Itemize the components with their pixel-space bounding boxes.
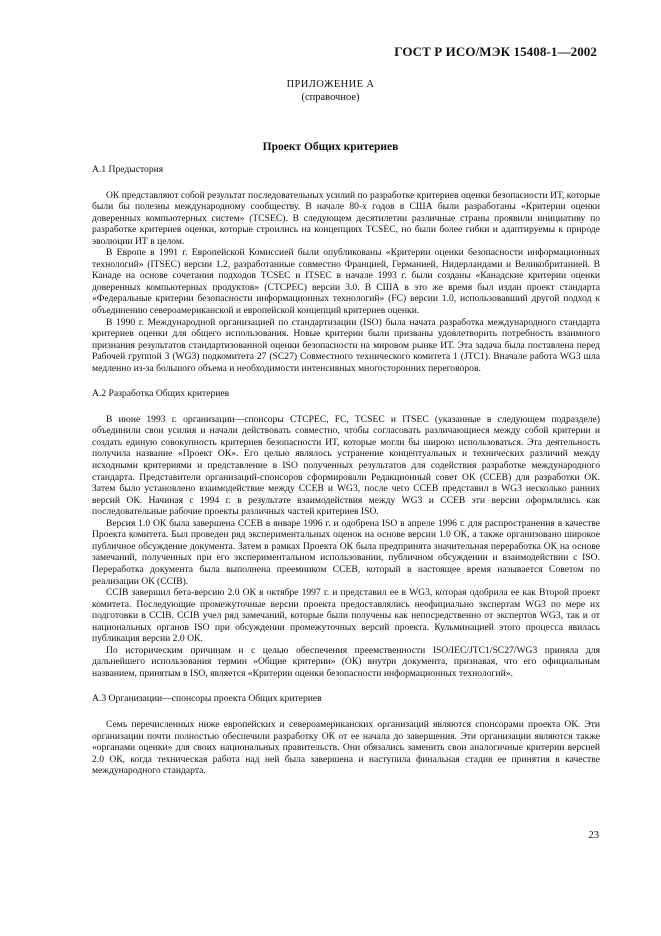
- paragraph: В Европе в 1991 г. Европейской Комиссией были опубликованы «Критерии оценки безопасности информационных технологий» (ITSEC) версии 1.2, разработанные совместно Францией, Германией, Нидерландами и Великобританией. В Канаде на основе сочетания подходов TCSEC и ITSEC в начале 1993 г. были созданы «Канадские критерии оценки доверенных компьютерных продуктов» (CTCPEC) версии 3.0. В США в это же время был издан проект стандарта «Федеральные критерии безопасности информационных технологий» (FC) версии 1.0, использовавший другой подход к объединению североамериканской и европейской концепций критериев оценки.: [92, 247, 600, 317]
- paragraph: Версия 1.0 ОК была завершена CCEB в январе 1996 г. и одобрена ISO в апреле 1996 г. для распространения в качестве Проекта комитета. Был проведен ряд экспериментальных оценок на основе версии 1.0 ОК, а также организовано широкое публичное обсуждение документа. Затем в рамках Проекта ОК была предпринята значительная переработка ОК на основе замечаний, полученных при его экспериментальном использовании, публичном обсуждении и взаимодействии с ISO. Переработка документа была выполнена преемником CCEB, который в настоящее время называется Советом по реализации ОК (CCIB).: [92, 517, 600, 587]
- section-heading: А.2 Разработка Общих критериев: [92, 388, 230, 400]
- appendix-block: [0, 78, 661, 104]
- section-a1: [92, 164, 600, 374]
- section-a2: [92, 388, 600, 679]
- paragraph: По историческим причинам и с целью обеспечения преемственности ISO/IEC/JTC1/SC27/WG3 приняла для дальнейшего использования термин «Общие критерии» (ОК) внутри документа, признавая, что его официальным названием, принятым в ISO, является «Критерии оценки безопасности информационных технологий».: [92, 644, 600, 679]
- paragraph: ОК представляют собой результат последовательных усилий по разработке критериев оценки безопасности ИТ, которые были бы полезны международному сообществу. В начале 80-х годов в США были разработаны «Критерии оценки доверенных компьютерных систем» (TCSEC). В следующем десятилетии различные страны проявили инициативу по разработке критериев оценки, которые строились на концепциях TCSEC, но были более гибки и адаптируемы к природе эволюции ИТ в целом.: [92, 189, 600, 247]
- section-heading: А.3 Организации—спонсоры проекта Общих критериев: [92, 693, 322, 705]
- paragraph: В 1990 г. Международной организацией по стандартизации (ISO) была начата разработка международного стандарта критериев оценки для общего использования. Новые критерии были призваны удовлетворить потребность взаимного признания результатов стандартизованной оценки безопасности на мировом рынке ИТ. Эта задача была поставлена перед Рабочей группой 3 (WG3) подкомитета 27 (SC27) Совместного технического комитета 1 (JTC1). Вначале работа WG3 шла медленно из-за большого объема и необходимости интенсивных многосторонних переговоров.: [92, 316, 600, 374]
- standard-header: ГОСТ Р ИСО/МЭК 15408-1—2002: [394, 44, 597, 59]
- page-number: 23: [588, 830, 599, 841]
- document-body: [92, 164, 600, 777]
- section-a3: [92, 693, 600, 776]
- paragraph: Семь перечисленных ниже европейских и североамериканских организаций являются спонсорами проекта ОК. Эти организации почти полностью обеспечили разработку ОК от ее начала до завершения. Эти организации являются также «органами оценки» для своих национальных правительств. Они обязались заменить свои аналогичные критерии версией 2.0 ОК, когда техническая работа над ней была завершена и наступила финальная стадия ее принятия в качестве международного стандарта.: [92, 718, 600, 777]
- section-heading: А.1 Предыстория: [92, 164, 164, 175]
- paragraph: В июне 1993 г. организации—спонсоры CTCPEC, FC, TCSEC и ITSEC (указанные в следующем подразделе) объединили свои усилия и начали действовать совместно, чтобы согласовать различающиеся между собой критерии и создать единую совокупность критериев безопасности ИТ, которые могли бы широко использоваться. Эта деятельность получила название «Проект ОК». Его целью являлось устранение концептуальных и технических различий между исходными критериями и представление в ISO полученных результатов для содействия разработке международного стандарта. Представители организаций-спонсоров сформировали Редакционный совет ОК (CCEB) для разработки ОК. Затем было установлено взаимодействие между CCEB и WG3, после чего CCEB представил в WG3 несколько ранних версий ОК. Начиная с 1994 г. в результате взаимодействия между WG3 и CCEB эти версии оформлялись как последовательные рабочие проекты различных частей критериев ISO.: [92, 413, 600, 518]
- appendix-title: ПРИЛОЖЕНИЕ А: [286, 79, 375, 90]
- paragraph: CCIB завершил бета-версию 2.0 ОК в октябре 1997 г. и представил ее в WG3, которая одобрила ее как Второй проект комитета. Последующие промежуточные версии проекта предоставлялись неофициально экспертам WG3 по мере их подготовки в CCIB. CCIB учел ряд замечаний, которые были получены как непосредственно от экспертов WG3, так и от национальных органов ISO при обсуждении промежуточных версий проекта. Кульминацией этого процесса явилась публикация версии 2.0 ОК.: [92, 587, 600, 645]
- document-title: Проект Общих критериев: [262, 141, 399, 153]
- appendix-subtitle: (справочное): [301, 92, 360, 103]
